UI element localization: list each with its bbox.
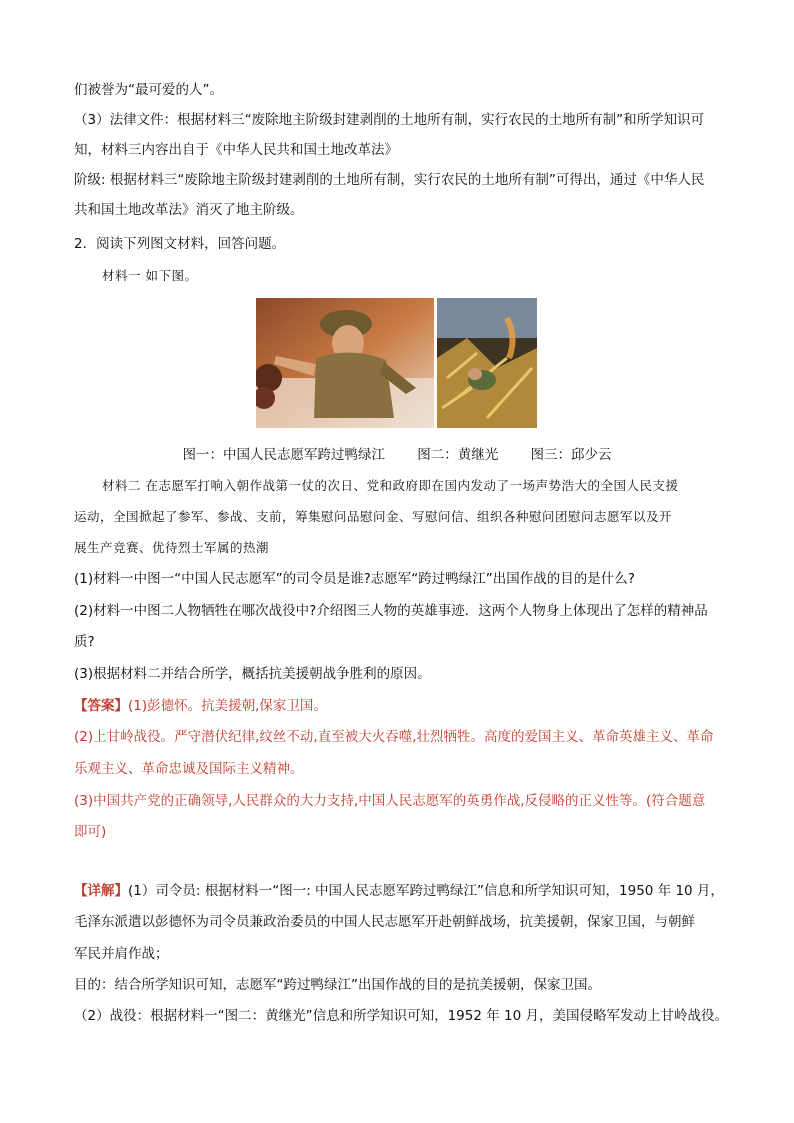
- text-line-3: 知，材料三内容出自于《中华人民共和国土地改革法》: [74, 142, 398, 158]
- detail-tag: 【详解】: [74, 883, 128, 899]
- text-line-1: 们被誉为“最可爱的人”。: [74, 82, 223, 98]
- figure-caption-2: 图二：黄继光: [417, 447, 499, 463]
- material-1-label: 材料一 如下图。: [102, 268, 198, 283]
- text-line-5: 共和国土地改革法》消灭了地主阶级。: [74, 202, 304, 218]
- detail-line-3: 军民并肩作战；: [74, 946, 169, 962]
- figure-caption-row: [0, 443, 794, 463]
- question-1: (1)材料一中图一“中国人民志愿军”的司令员是谁?志愿军“跨过鸭绿江”出国作战的目的是什么?: [74, 571, 635, 587]
- question-2-line-2: 质?: [74, 634, 95, 650]
- answer-3-line-1: (3)中国共产党的正确领导,人民群众的大力支持,中国人民志愿军的英勇作战,反侵略的正义性等。(符合题意: [74, 793, 706, 809]
- text-line-4: 阶级: 根据材料三“废除地主阶级封建剥削的土地所有制，实行农民的土地所有制”可得出，通过《中华人民: [74, 172, 705, 188]
- answer-line-1: [74, 696, 327, 716]
- material-2-line-2: 运动，全国掀起了参军、参战、支前，筹集慰问品慰问金、写慰问信、组织各种慰问团慰问志愿军以及开: [74, 509, 673, 524]
- figure-1-image: [256, 298, 434, 428]
- material-2-line-3: 展生产竞赛、优待烈士军属的热潮: [74, 540, 270, 555]
- answer-3-line-2: 即可): [74, 824, 107, 840]
- detail-line-1: [74, 881, 724, 901]
- question-2-line-1: (2)材料一中图二人物牺牲在哪次战役中?介绍图三人物的英雄事迹．这两个人物身上体现出了怎样的精神品: [74, 603, 708, 619]
- question-3: (3)根据材料二并结合所学，概括抗美援朝战争胜利的原因。: [74, 666, 431, 682]
- answer-2-line-1: (2)上甘岭战役。严守潜伏纪律,纹丝不动,直至被大火吞噬,壮烈牺牲。高度的爱国主义、革命英雄主义、革命: [74, 729, 714, 745]
- question-2-intro: 2．阅读下列图文材料，回答问题。: [74, 236, 286, 252]
- detail-line-2: 毛泽东派遣以彭德怀为司令员兼政治委员的中国人民志愿军开赴朝鲜战场，抗美援朝，保家卫国，与朝鲜: [74, 914, 695, 930]
- figure-2-image: [437, 298, 537, 428]
- figure-caption-3: 图三：邱少云: [530, 447, 612, 463]
- answer-2-line-2: 乐观主义、革命忠诚及国际主义精神。: [74, 761, 304, 777]
- answer-tag: 【答案】: [74, 698, 128, 714]
- material-2-line-1: 材料二 在志愿军打响入朝作战第一仗的次日、党和政府即在国内发动了一场声势浩大的全国人民支援: [102, 478, 679, 493]
- figure-caption-1: 图一：中国人民志愿军跨过鸭绿江: [182, 447, 385, 463]
- text-line-2: （3）法律文件：根据材料三“废除地主阶级封建剥削的土地所有制，实行农民的土地所有制”和所学知识可: [74, 112, 705, 128]
- answer-1: (1)彭德怀。抗美援朝,保家卫国。: [128, 698, 327, 714]
- detail-line-4: 目的：结合所学知识可知，志愿军“跨过鸭绿江”出国作战的目的是抗美援朝，保家卫国。: [74, 977, 601, 993]
- detail-1: (1）司令员: 根据材料一“图一: 中国人民志愿军跨过鸭绿江”信息和所学知识可知，1950 年 10 月，: [128, 883, 724, 899]
- detail-line-5: （2）战役：根据材料一“图二：黄继光”信息和所学知识可知，1952 年 10 月，美国侵略军发动上甘岭战役。: [74, 1008, 728, 1024]
